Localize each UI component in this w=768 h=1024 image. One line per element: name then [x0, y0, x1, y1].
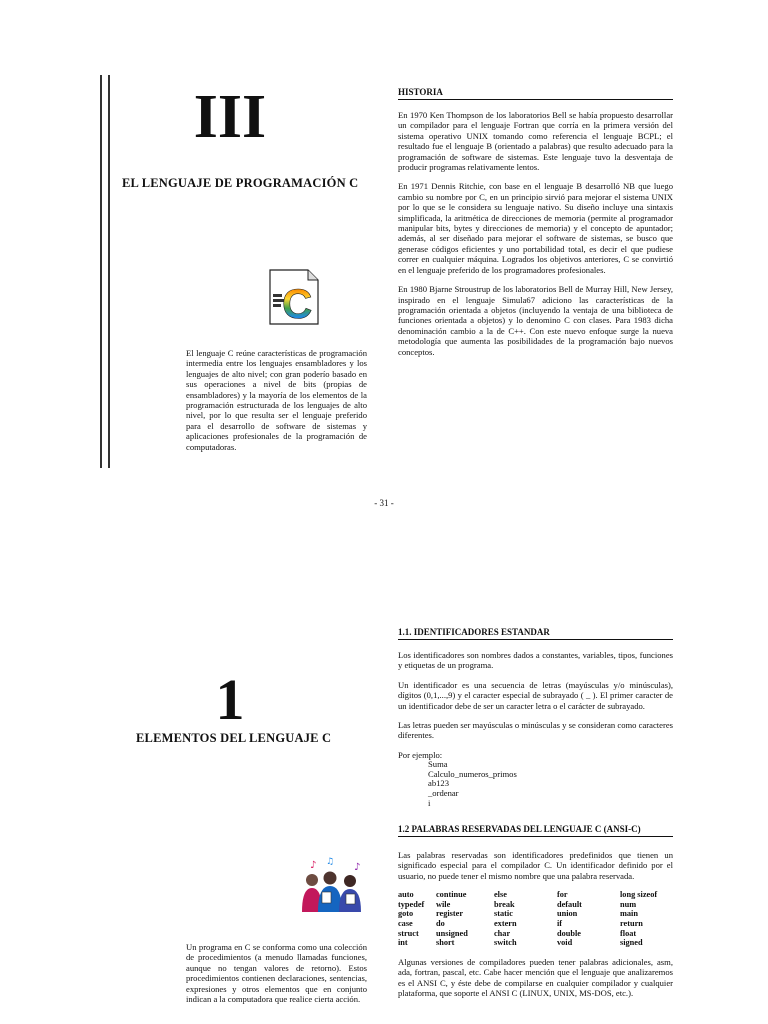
identificadores-text [398, 650, 673, 808]
sidebar-note: El lenguaje C reúne características de programación intermedia entre los lenguajes ensambladores y los lenguajes de alto nivel; con gran poderío basado en sus operaciones a nivel de bits (propias de ensambladores) y la mayoría de los elementos de la programación estructurada de los lenguajes de alto nivel, por lo que resulta ser el lenguaje preferido para el desarrollo de software de sistemas y aplicaciones profesionales de la programación de computadoras. [186, 348, 367, 452]
keyword-cell: default [557, 899, 582, 909]
keyword-cell: signed [620, 938, 643, 948]
svg-text:♪: ♪ [354, 862, 361, 873]
table-row [398, 890, 673, 900]
palabras-closing: Algunas versiones de compiladores pueden tener palabras adicionales, asm, ada, fortran, pascal, etc. Cabe hacer mención que el lenguaje que analizaremos es el ANSI C, y éste debe de compilarse en cualquier compilador y cualquier plataforma, que soporte el ANSI C (LINUX, UNIX, MS-DOS, etc.). [398, 956, 673, 998]
keyword-cell: static [494, 909, 513, 919]
keyword-cell: goto [398, 909, 414, 919]
sidebar-note-2: Un programa en C se conforma como una colección de procedimientos (a menudo llamadas funciones, aunque no tengan valores de retorno). Estos procedimientos contienen declaraciones, sentencias, expresiones y otros elementos que en conjunto indican a la computadora que realice cierta acción. [186, 942, 367, 1005]
keyword-cell: continue [436, 890, 467, 900]
keyword-cell: else [494, 890, 507, 900]
keyword-cell: float [620, 928, 637, 938]
example-item: ab123 [428, 778, 450, 789]
left-margin-rule-outer [100, 75, 102, 468]
keyword-cell: do [436, 919, 445, 928]
chapter-number-2: 1 [215, 667, 245, 732]
table-row [398, 919, 673, 929]
c-language-icon [268, 268, 320, 326]
keyword-cell: struct [398, 928, 419, 938]
keyword-cell: long sizeof [620, 890, 658, 900]
chapter-title: EL LENGUAJE DE PROGRAMACIÓN C [122, 176, 359, 190]
c-letter: C [282, 280, 313, 326]
keyword-cell: union [557, 909, 578, 919]
page-number: - 31 - [374, 498, 394, 508]
section-heading-palabras-reservadas: 1.2 PALABRAS RESERVADAS DEL LENGUAJE C (ANSI-C) [398, 824, 673, 837]
identificadores-paragraph: Los identificadores son nombres dados a constantes, variables, tipos, funciones y etiquetas de un programa. [398, 650, 673, 671]
keyword-cell: void [557, 938, 573, 948]
keyword-cell: if [557, 919, 563, 928]
table-row [398, 938, 673, 948]
chapter-number: III [193, 83, 267, 151]
svg-text:♪: ♪ [310, 860, 317, 871]
keyword-cell: double [557, 928, 581, 938]
keyword-cell: int [398, 938, 408, 948]
singers-clipart [296, 856, 368, 914]
section-heading-historia: HISTORIA [398, 87, 673, 100]
palabras-reservadas-text [398, 850, 673, 1007]
keyword-cell: auto [398, 890, 414, 900]
section-heading-identificadores: 1.1. IDENTIFICADORES ESTANDAR [398, 627, 673, 640]
example-item: Calculo_numeros_primos [428, 768, 517, 779]
left-margin-rule-inner [108, 75, 110, 468]
example-intro: Por ejemplo: [398, 749, 443, 760]
table-row [398, 929, 673, 939]
svg-text:♫: ♫ [326, 857, 335, 867]
history-paragraph: En 1971 Dennis Ritchie, con base en el lenguaje B desarrolló NB que luego cambio su nombre por C, en un principio sirvió para mejorar el sistema UNIX por lo que se le considera su lenguaje nativo. Su diseño incluye una sintaxis simplificada, la aritmética de direcciones de memoria (permite al programador manipular bits, bytes y direcciones de memoria) y el concepto de apuntador; además, al ser diseñado para mejorar el software de sistemas, se busco que generase códigos eficientes y uno portabilidad total, es decir el que pudiese correr en cualquier máquina. Logrados los objetivos anteriores, C se convirtió en el lenguaje preferido de los programadores profesionales. [398, 181, 673, 275]
palabras-intro: Las palabras reservadas son identificadores predefinidos que tienen un significado especial para el compilador C. Un identificador definido por el usuario, no puede tener el mismo nombre que una palabra reservada. [398, 850, 673, 881]
keyword-cell: char [494, 928, 511, 938]
chapter-title-2: ELEMENTOS DEL LENGUAJE C [136, 731, 332, 745]
keyword-cell: typedef [398, 899, 425, 909]
keyword-cell: short [436, 938, 455, 948]
history-text [398, 110, 673, 366]
history-paragraph: En 1980 Bjarne Stroustrup de los laboratorios Bell de Murray Hill, New Jersey, inspirado en el lenguaje Simula67 adiciono las características de la programación orientada a objetos (incluyendo la ventaja de una biblioteca de funciones orientada a objetos) y lo denomino C con clases. Para 1983 dicha denominación cambio a la de C++. Con este nuevo enfoque surge la nueva metodología que aumenta las posibilidades de la programación bajo nuevos conceptos. [398, 284, 673, 357]
keywords-table [398, 890, 673, 948]
keyword-cell: return [620, 919, 643, 928]
keyword-cell: case [398, 919, 413, 928]
keyword-cell: unsigned [436, 928, 468, 938]
keyword-cell: switch [494, 938, 517, 948]
identificadores-paragraph: Las letras pueden ser mayúsculas o minúsculas y se consideran como caracteres diferentes. [398, 720, 673, 741]
example-item: Suma [428, 759, 448, 770]
keyword-cell: wile [436, 899, 451, 909]
keyword-cell: for [557, 890, 568, 900]
keyword-cell: break [494, 899, 515, 909]
keyword-cell: extern [494, 919, 517, 928]
keyword-cell: register [436, 909, 464, 919]
identificadores-paragraph: Un identificador es una secuencia de letras (mayúsculas y/o minúsculas), dígitos (0,1,...,9) y el caracter especial de subrayado ( _ ). El primer caracter de un identificador debe de ser un caracter letra o el carácter de subrayado. [398, 679, 673, 711]
table-row [398, 909, 673, 919]
example-item: _ordenar [428, 788, 459, 799]
keyword-cell: main [620, 909, 638, 919]
history-paragraph: En 1970 Ken Thompson de los laboratorios Bell se había propuesto desarrollar un compilador para el lenguaje Fortran que corría en la primera versión del sistema operativo UNIX tomando como referencia el lenguaje BCPL; el resultado fue el lenguaje B (orientado a palabras) que resulto adecuado para la programación de software de sistemas. Este lenguaje tuvo la desventaja de producir programas relativamente lentos. [398, 110, 673, 173]
table-row [398, 900, 673, 910]
example-item: i [428, 797, 431, 808]
example-list [428, 760, 673, 808]
keyword-cell: num [620, 899, 637, 909]
